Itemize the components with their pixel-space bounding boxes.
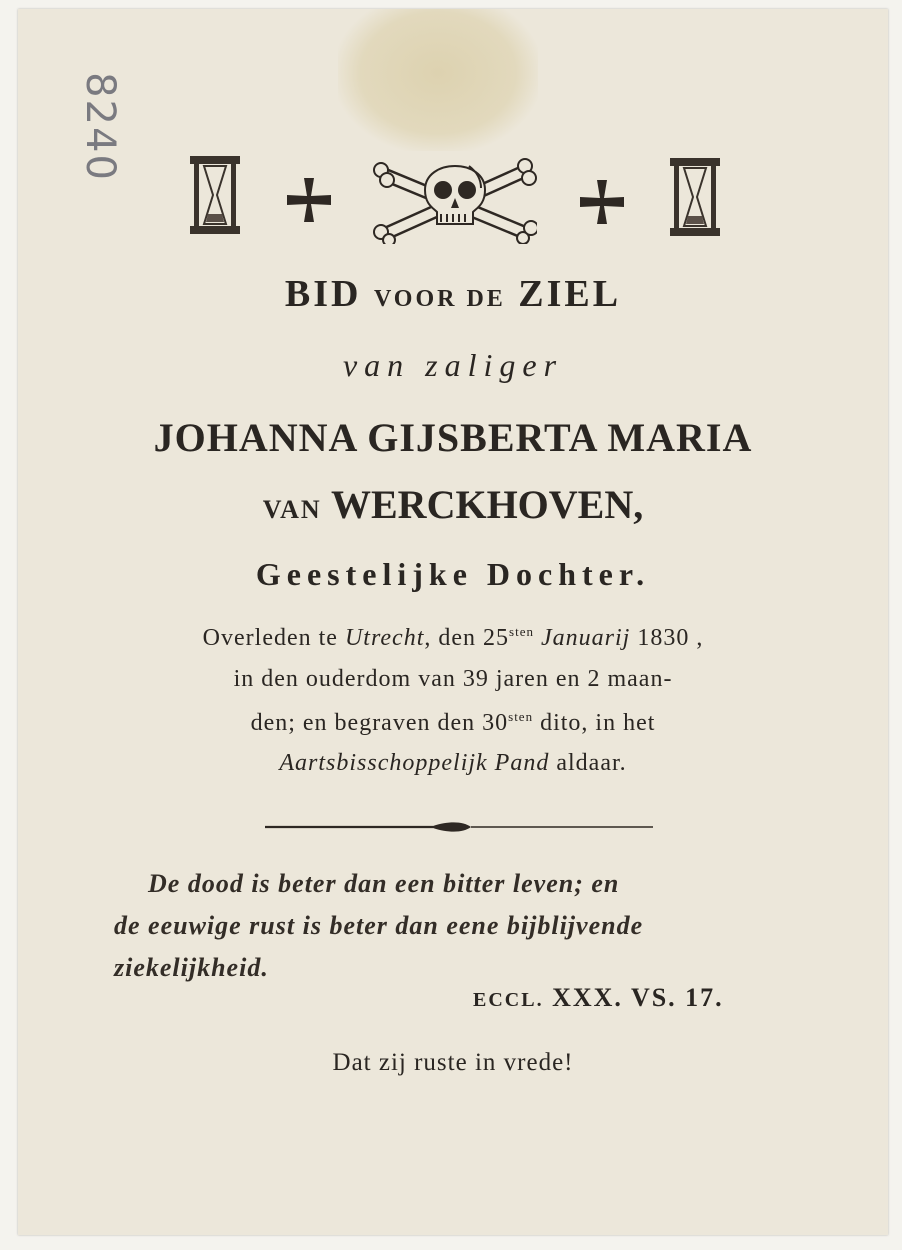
hourglass-icon (668, 156, 722, 238)
body-place: Utrecht (344, 625, 425, 651)
reference-eccl: ECCL. (473, 989, 544, 1011)
body-l1-b: , den 25 (424, 625, 510, 651)
ornamental-divider (263, 817, 655, 837)
body-month: Januarij (533, 625, 631, 651)
subheading: van zaliger (342, 347, 564, 383)
heading-ziel: ZIEL (518, 273, 622, 315)
memorial-card (18, 9, 888, 1235)
title: Geestelijke Dochter. (255, 556, 651, 592)
name-van: VAN (262, 495, 322, 524)
body-l3-a: den; en begraven den 30 (250, 710, 509, 736)
heading-bid: BID (284, 273, 362, 315)
body-l1-sup: sten (509, 624, 534, 639)
cross-icon (285, 176, 333, 224)
skull-crossbones-icon (373, 152, 537, 244)
heading (18, 272, 888, 316)
body-pand: Aartsbisschoppelijk Pand (279, 750, 550, 776)
body-l3-b: dito, in het (533, 710, 656, 736)
paper-stain (338, 9, 538, 151)
scripture-reference (473, 983, 724, 1013)
heading-voor-de: VOOR DE (373, 286, 506, 312)
body-l3-sup: sten (508, 709, 534, 724)
name-line-1: JOHANNA GIJSBERTA MARIA (153, 415, 753, 460)
inventory-number: 8240 (77, 72, 123, 182)
ornament-row (18, 144, 888, 244)
closing-line: Dat zij ruste in vrede! (332, 1049, 574, 1076)
body-l1-a: Overleden te (202, 625, 345, 651)
body-l4-b: aldaar. (549, 750, 627, 776)
body-line-4 (18, 750, 888, 777)
quote-line-3: ziekelijkheid. (114, 953, 269, 982)
name-surname: WERCKHOVEN, (331, 482, 644, 527)
body-line-3 (18, 709, 888, 737)
hourglass-icon (188, 154, 242, 236)
quote-line-1: De dood is beter dan een bitter leven; en (148, 869, 620, 898)
name-line-2 (18, 481, 888, 528)
body-year: 1830 , (630, 625, 704, 651)
reference-rest: XXX. VS. 17. (543, 983, 724, 1012)
quote-line-2: de eeuwige rust is beter dan eene bijblijvende (114, 911, 644, 940)
body-line-2: in den ouderdom van 39 jaren en 2 maan- (233, 666, 673, 692)
cross-icon (578, 178, 626, 226)
body-line-1 (18, 624, 888, 652)
